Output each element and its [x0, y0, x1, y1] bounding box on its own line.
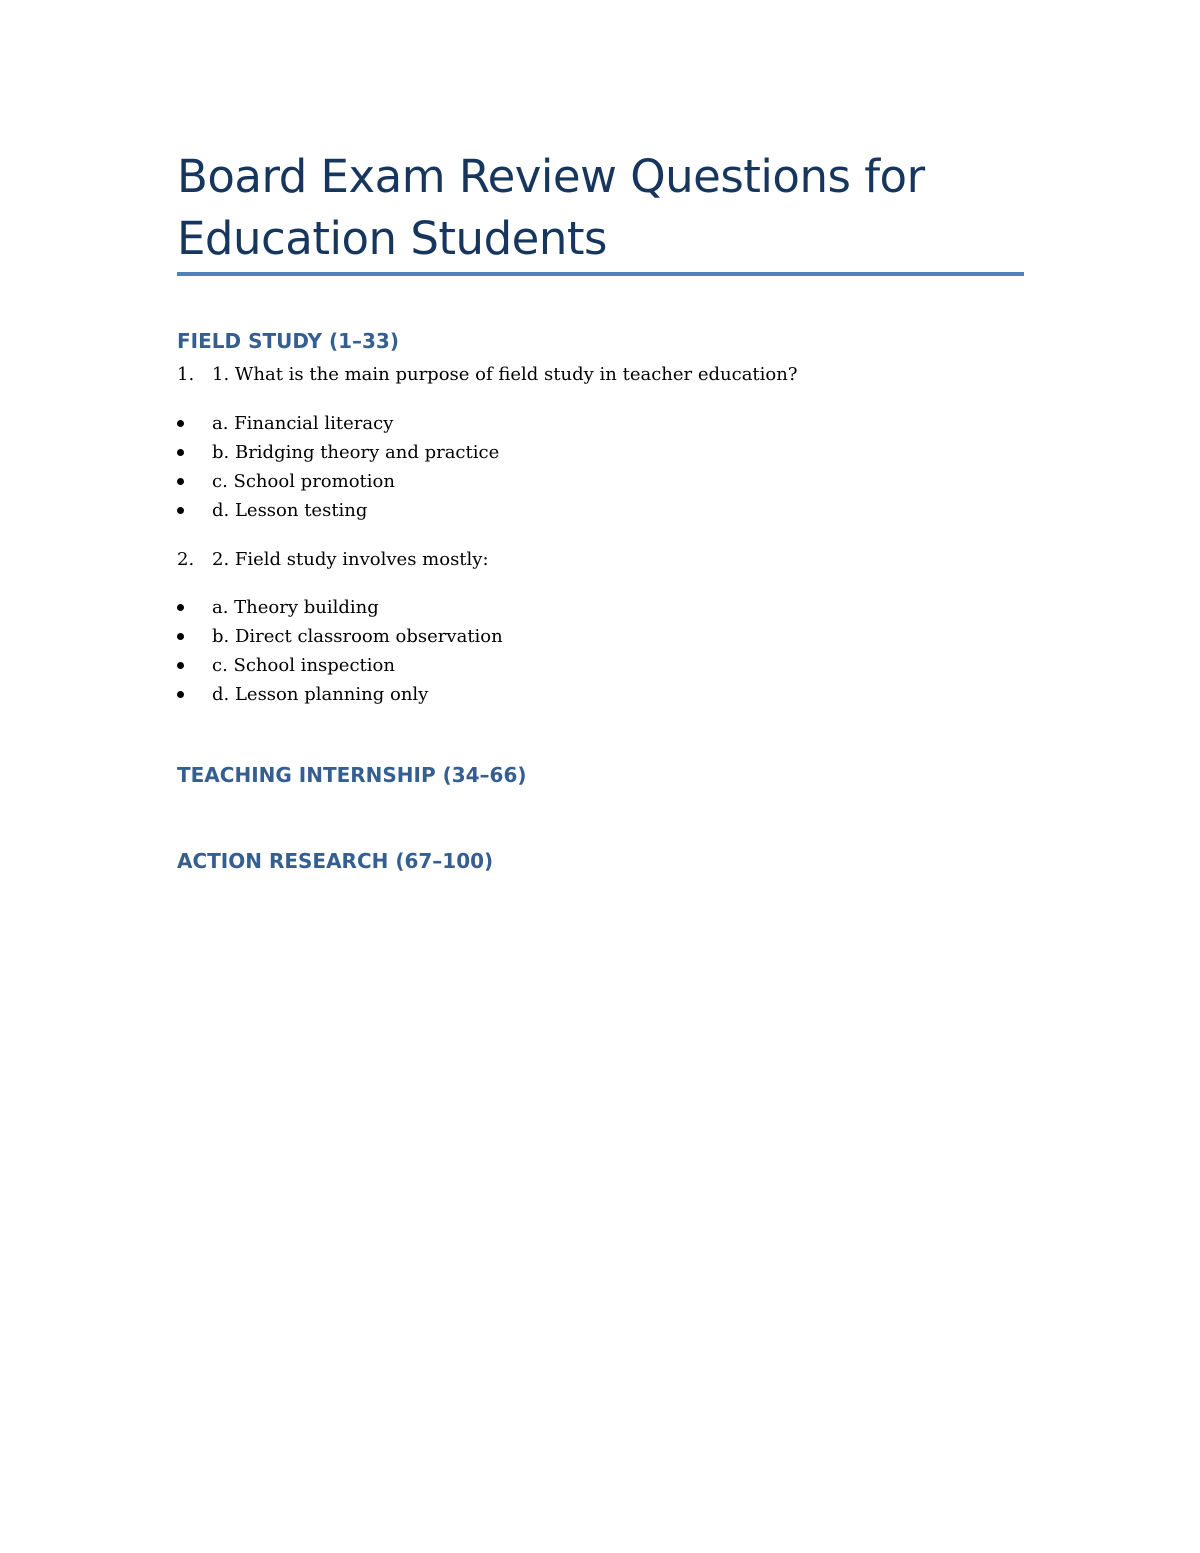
section-heading-teaching-internship: TEACHING INTERNSHIP (34–66) — [177, 763, 527, 787]
question-text: 2. Field study involves mostly: — [212, 549, 489, 570]
bullet-icon — [177, 478, 184, 485]
question-text: 1. What is the main purpose of field study in teacher education? — [212, 364, 798, 385]
title-underline — [177, 272, 1024, 276]
option-text: b. Bridging theory and practice — [212, 442, 500, 463]
question-2 — [177, 548, 489, 572]
option-text: c. School promotion — [212, 471, 395, 492]
bullet-icon — [177, 691, 184, 698]
bullet-icon — [177, 420, 184, 427]
bullet-icon — [177, 633, 184, 640]
bullet-icon — [177, 449, 184, 456]
section-heading-action-research: ACTION RESEARCH (67–100) — [177, 849, 494, 873]
option-text: d. Lesson testing — [212, 500, 368, 521]
option-text: a. Financial literacy — [212, 413, 394, 434]
option-text: b. Direct classroom observation — [212, 626, 503, 647]
option-text: d. Lesson planning only — [212, 684, 429, 705]
question-number: 1. — [177, 364, 195, 385]
bullet-icon — [177, 604, 184, 611]
question-1 — [177, 363, 798, 387]
option-text: c. School inspection — [212, 655, 395, 676]
bullet-icon — [177, 662, 184, 669]
option-text: a. Theory building — [212, 597, 379, 618]
bullet-icon — [177, 507, 184, 514]
question-number: 2. — [177, 549, 195, 570]
section-heading-field-study: FIELD STUDY (1–33) — [177, 329, 399, 353]
document-title: Board Exam Review Questions for Education Students — [177, 150, 925, 265]
